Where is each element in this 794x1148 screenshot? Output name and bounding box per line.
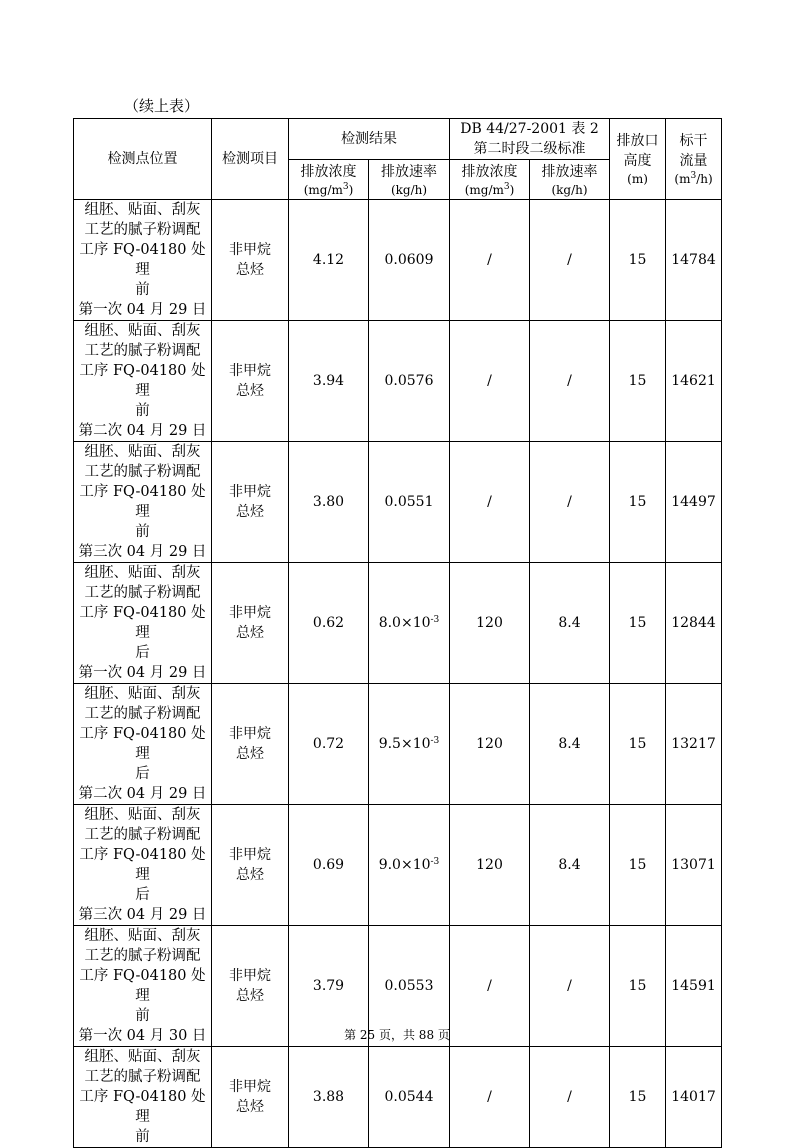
cell-rate: 0.0544 [369,1047,450,1148]
cell-conc: 0.72 [289,684,369,805]
cell-item: 非甲烷 总烃 [212,684,289,805]
table-row [74,200,722,321]
cell-conc: 4.12 [289,200,369,321]
cell-std-rate: 8.4 [530,563,610,684]
location-line: 工序 FQ-04180 处理 [79,1089,206,1125]
header-flow [666,119,722,200]
cell-flow: 13217 [666,684,722,805]
cell-rate: $8.0\times 10^{-3}$ [369,563,450,684]
header-height-label: 排放口高度 [616,133,659,169]
cell-std-conc: / [450,1047,530,1148]
location-line: 工艺的腻子粉调配 [84,585,201,601]
continued-label: （续上表） [124,97,200,115]
header-standard-conc: 排放浓度 $(mg/m^3)$ [450,160,530,200]
location-line: 工艺的腻子粉调配 [84,948,201,964]
cell-flow: 14621 [666,321,722,442]
table-row [74,321,722,442]
cell-location [74,442,212,563]
location-line: 工艺的腻子粉调配 [84,1069,201,1085]
cell-item: 非甲烷 总烃 [212,926,289,1047]
cell-location [74,321,212,442]
location-line: 组胚、贴面、刮灰 [84,807,201,823]
cell-std-conc: / [450,321,530,442]
location-line: 工艺的腻子粉调配 [84,343,201,359]
location-line: 前 [135,282,150,298]
cell-height: 15 [610,1047,666,1148]
location-line: 后 [135,645,150,661]
location-line: 工序 FQ-04180 处理 [79,847,206,883]
cell-item: 非甲烷 总烃 [212,442,289,563]
header-standard-line2: 第二时段二级标准 [473,141,586,157]
cell-height: 15 [610,684,666,805]
table-row [74,684,722,805]
cell-location [74,684,212,805]
location-line: 第一次 04 月 29 日 [78,665,207,681]
location-line: 工序 FQ-04180 处理 [79,363,206,399]
cell-height: 15 [610,200,666,321]
table-row [74,805,722,926]
cell-rate: $9.5\times 10^{-3}$ [369,684,450,805]
location-line: 第二次 04 月 29 日 [78,423,207,439]
location-line: 后 [135,887,150,903]
location-line: 组胚、贴面、刮灰 [84,686,201,702]
cell-std-conc: / [450,442,530,563]
location-line: 组胚、贴面、刮灰 [84,1049,201,1065]
cell-location [74,805,212,926]
header-row-top [74,119,722,160]
location-line: 第二次 04 月 29 日 [78,786,207,802]
table-row [74,563,722,684]
location-line: 组胚、贴面、刮灰 [84,323,201,339]
cell-std-conc: 120 [450,805,530,926]
cell-std-rate: / [530,926,610,1047]
cell-item: 非甲烷 总烃 [212,1047,289,1148]
location-line: 工艺的腻子粉调配 [84,222,201,238]
cell-height: 15 [610,563,666,684]
header-height [610,119,666,200]
cell-rate: 0.0551 [369,442,450,563]
cell-std-conc: / [450,926,530,1047]
location-line: 组胚、贴面、刮灰 [84,565,201,581]
cell-std-conc: 120 [450,563,530,684]
cell-std-rate: / [530,1047,610,1148]
location-line: 工序 FQ-04180 处理 [79,605,206,641]
location-line: 组胚、贴面、刮灰 [84,202,201,218]
cell-flow: 14784 [666,200,722,321]
cell-item: 非甲烷 总烃 [212,321,289,442]
cell-std-rate: / [530,200,610,321]
cell-conc: 3.80 [289,442,369,563]
location-line: 组胚、贴面、刮灰 [84,444,201,460]
table-row [74,1047,722,1148]
header-item: 检测项目 [212,119,289,200]
header-height-unit: (m) [627,172,648,186]
cell-height: 15 [610,321,666,442]
cell-rate: 0.0553 [369,926,450,1047]
monitoring-results-table [73,118,722,1148]
location-line: 工序 FQ-04180 处理 [79,968,206,1004]
location-line: 前 [135,1008,150,1024]
header-result-rate: 排放速率 (kg/h) [369,160,450,200]
cell-conc: 0.69 [289,805,369,926]
location-line: 工艺的腻子粉调配 [84,706,201,722]
cell-height: 15 [610,442,666,563]
cell-conc: 0.62 [289,563,369,684]
location-line: 组胚、贴面、刮灰 [84,928,201,944]
cell-std-rate: / [530,442,610,563]
cell-location [74,200,212,321]
cell-location [74,1047,212,1148]
table-row [74,442,722,563]
cell-item: 非甲烷 总烃 [212,200,289,321]
location-line: 第一次 04 月 29 日 [78,302,207,318]
cell-std-conc: / [450,200,530,321]
cell-rate: 0.0609 [369,200,450,321]
location-line: 工艺的腻子粉调配 [84,827,201,843]
cell-std-conc: 120 [450,684,530,805]
header-result-conc: 排放浓度 $(mg/m^3)$ [289,160,369,200]
location-line: 第一次 04 月 30 日 [78,1028,207,1044]
cell-item: 非甲烷 总烃 [212,805,289,926]
cell-location [74,563,212,684]
header-flow-unit: $(m^3/h)$ [674,171,713,186]
cell-item: 非甲烷 总烃 [212,563,289,684]
cell-std-rate: / [530,321,610,442]
header-standard-rate: 排放速率 (kg/h) [530,160,610,200]
cell-conc: 3.94 [289,321,369,442]
cell-rate: $9.0\times 10^{-3}$ [369,805,450,926]
location-line: 前 [135,403,150,419]
location-line: 工艺的腻子粉调配 [84,464,201,480]
cell-std-rate: 8.4 [530,684,610,805]
page-footer: 第 25 页，共 88 页 [344,1028,450,1042]
location-line: 后 [135,766,150,782]
cell-flow: 14497 [666,442,722,563]
cell-rate: 0.0576 [369,321,450,442]
header-flow-label: 标干流量 [679,133,708,169]
cell-height: 15 [610,926,666,1047]
cell-conc: 3.79 [289,926,369,1047]
header-location: 检测点位置 [74,119,212,200]
location-line: 工序 FQ-04180 处理 [79,484,206,520]
cell-flow: 14017 [666,1047,722,1148]
cell-flow: 13071 [666,805,722,926]
location-line: 工序 FQ-04180 处理 [79,726,206,762]
cell-conc: 3.88 [289,1047,369,1148]
location-line: 第三次 04 月 29 日 [78,907,207,923]
location-line: 前 [135,524,150,540]
location-line: 前 [135,1129,150,1145]
cell-height: 15 [610,805,666,926]
header-standard-line1: DB 44/27-2001 表 2 [460,121,599,137]
cell-std-rate: 8.4 [530,805,610,926]
header-result: 检测结果 [289,119,450,160]
location-line: 工序 FQ-04180 处理 [79,242,206,278]
cell-flow: 14591 [666,926,722,1047]
header-standard [450,119,610,160]
location-line: 第三次 04 月 29 日 [78,544,207,560]
cell-flow: 12844 [666,563,722,684]
